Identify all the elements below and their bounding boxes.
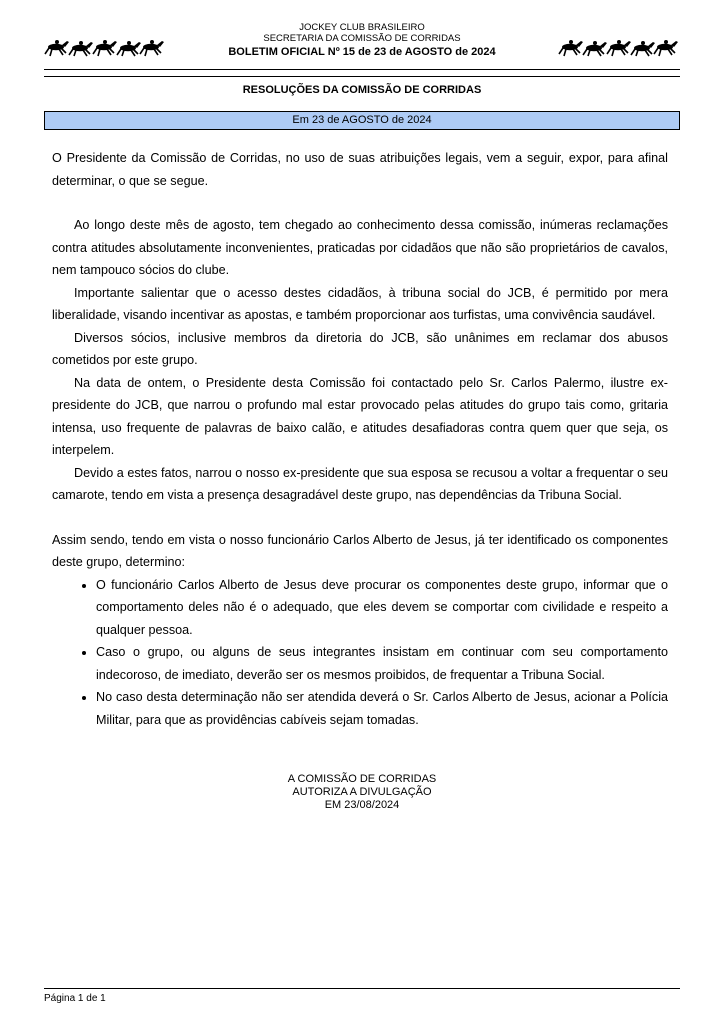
header-department: SECRETARIA DA COMISSÃO DE CORRIDAS: [263, 33, 461, 44]
document-header: [44, 22, 680, 59]
list-item: • O funcionário Carlos Alberto de Jesus deve procurar os componentes deste grupo, informar que o comportamento deles não é o adequado, que eles devem se comportar com civilidade e respeito a qualquer pessoa.: [96, 574, 668, 642]
document-body: [52, 147, 668, 731]
section-title: RESOLUÇÕES DA COMISSÃO DE CORRIDAS: [242, 84, 482, 96]
intro-paragraph: O Presidente da Comissão de Corridas, no uso de suas atribuições legais, vem a seguir, expor, para afinal determinar, o que se segue.: [52, 151, 668, 188]
signature-line: A COMISSÃO DE CORRIDAS: [287, 773, 437, 785]
header-bulletin-title: BOLETIM OFICIAL Nº 15 de 23 de AGOSTO de 2024: [228, 46, 496, 58]
body-paragraph: Diversos sócios, inclusive membros da diretoria do JCB, são unânimes em reclamar dos abusos cometidos por este grupo.: [52, 330, 668, 367]
header-organization: JOCKEY CLUB BRASILEIRO: [299, 22, 425, 33]
header-divider: [44, 69, 680, 70]
signature-line: AUTORIZA A DIVULGAÇÃO: [292, 786, 432, 798]
body-paragraph: Importante salientar que o acesso destes cidadãos, à tribuna social do JCB, é permitido por mera liberalidade, visando incentivar as apostas, e também proporcionar aos turfistas, uma convivência saudável.: [52, 285, 668, 322]
header-divider: [44, 76, 680, 77]
body-paragraph: Na data de ontem, o Presidente desta Comissão foi contactado pelo Sr. Carlos Palermo, ilustre ex-presidente do JCB, que narrou o profundo mal estar provocado pelas atitudes do grupo tais como, gritaria intensa, uso frequente de palavras de baixo calão, e atitudes desafiadoras contra quem quer que seja, os interpelem.: [52, 375, 668, 457]
body-paragraph: Devido a estes fatos, narrou o nosso ex-presidente que sua esposa se recusou a voltar a frequentar o seu camarote, tendo em vista a presença desagradável deste grupo, nas dependências da Tribuna Social.: [52, 465, 668, 502]
date-band: Em 23 de AGOSTO de 2024: [44, 111, 680, 130]
signature-block: [44, 773, 680, 812]
list-item: • No caso desta determinação não ser atendida deverá o Sr. Carlos Alberto de Jesus, acionar a Polícia Militar, para que as providências cabíveis sejam tomadas.: [96, 686, 668, 731]
determination-intro: Assim sendo, tendo em vista o nosso funcionário Carlos Alberto de Jesus, já ter identificado os componentes deste grupo, determino:: [52, 532, 668, 569]
signature-line: EM 23/08/2024: [324, 799, 400, 811]
list-item: • Caso o grupo, ou alguns de seus integrantes insistam em continuar com seu comportamento indecoroso, de imediato, deverão ser os mesmos proibidos, de frequentar a Tribuna Social.: [96, 641, 668, 686]
body-paragraph: Ao longo deste mês de agosto, tem chegado ao conhecimento dessa comissão, inúmeras reclamações contra atitudes absolutamente inconvenientes, praticadas por cidadãos que não são proprietários de cavalos, nem tampouco sócios do clube.: [52, 218, 668, 277]
footer-divider: [44, 988, 680, 989]
page-number: Página 1 de 1: [44, 993, 106, 1004]
determination-list: [52, 574, 668, 732]
